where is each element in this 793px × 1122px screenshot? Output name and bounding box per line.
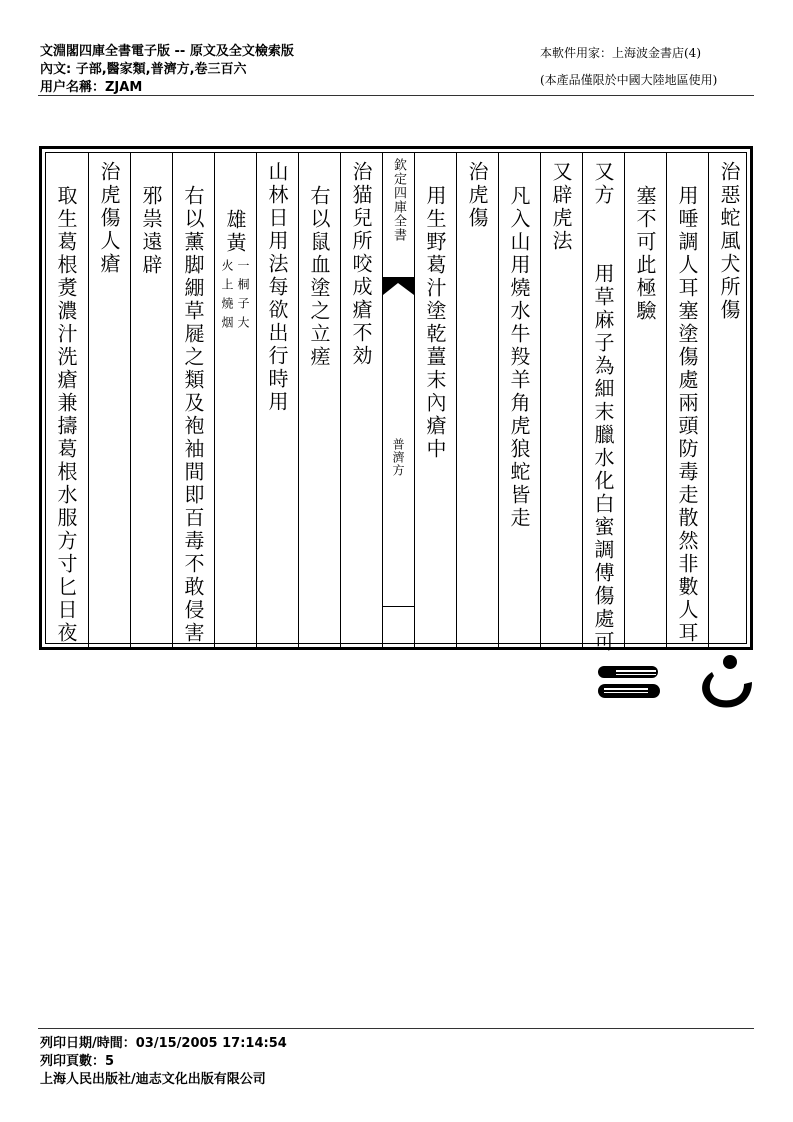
section-title: 普濟方 (391, 438, 405, 477)
text-column: 又辟虎法 (540, 153, 582, 649)
text-column: 雄黃 一桐子大 火上燒烟 (214, 153, 256, 649)
text-column: 用生野葛汁塗乾薑末內瘡中 (414, 153, 456, 649)
text-column: 山林日用法每欲出行時用 (256, 153, 298, 649)
text-column: 治猫兒所咬成瘡不効 (340, 153, 382, 649)
text-column: 治惡蛇風犬所傷 (708, 153, 750, 649)
text-column: 治虎傷 (456, 153, 498, 649)
print-pages: 列印頁數：5 (40, 1054, 115, 1069)
book-title: 欽定四庫全書 (391, 158, 406, 242)
divider (383, 606, 414, 607)
content-breadcrumb: 內文: 子部,醫家類,普濟方,卷三百六 (40, 62, 247, 77)
text-column: 邪祟遠辟 (130, 153, 172, 649)
books-logo-icon (596, 662, 666, 702)
text-column: 又方 用草麻子為細末臘水化白蜜調傅傷處可 (582, 153, 624, 649)
text-block (45, 152, 747, 654)
header-divider (38, 95, 754, 96)
text-column: 治虎傷人瘡 (88, 153, 130, 649)
text-column: 右以鼠血塗之立瘥 (298, 153, 340, 649)
text-column: 右以薰脚綳草屣之類及袍袖間即百毒不敢侵害 (172, 153, 214, 649)
text-column: 用唾調人耳塞塗傷處兩頭防毒走散然非數人耳 (666, 153, 708, 649)
text-column: 凡入山用燒水牛羖羊角虎狼蛇皆走 (498, 153, 540, 649)
publisher-logo-icon (690, 652, 760, 714)
center-strip (382, 153, 414, 649)
page-frame (39, 146, 753, 654)
restriction-note: (本產品僅限於中國大陸地區使用) (540, 73, 718, 87)
licensee: 本軟件用家：上海波金書店(4) (540, 46, 701, 60)
annotation: 火上燒烟 (220, 259, 234, 335)
fishtail-mark-icon (383, 277, 414, 295)
footer-divider (38, 1028, 754, 1029)
annotation: 一桐子大 (236, 259, 250, 335)
app-title: 文淵閣四庫全書電子版 -- 原文及全文檢索版 (40, 44, 294, 59)
publisher: 上海人民出版社/迪志文化出版有限公司 (40, 1072, 266, 1087)
user-name: 用户名稱：ZJAM (40, 80, 143, 95)
text-column: 取生葛根煑濃汁洗瘡兼擣葛根水服方寸匕日夜 (54, 185, 78, 645)
text-column: 塞不可此極驗 (624, 153, 666, 649)
print-date: 列印日期/時間：03/15/2005 17:14:54 (40, 1036, 287, 1051)
